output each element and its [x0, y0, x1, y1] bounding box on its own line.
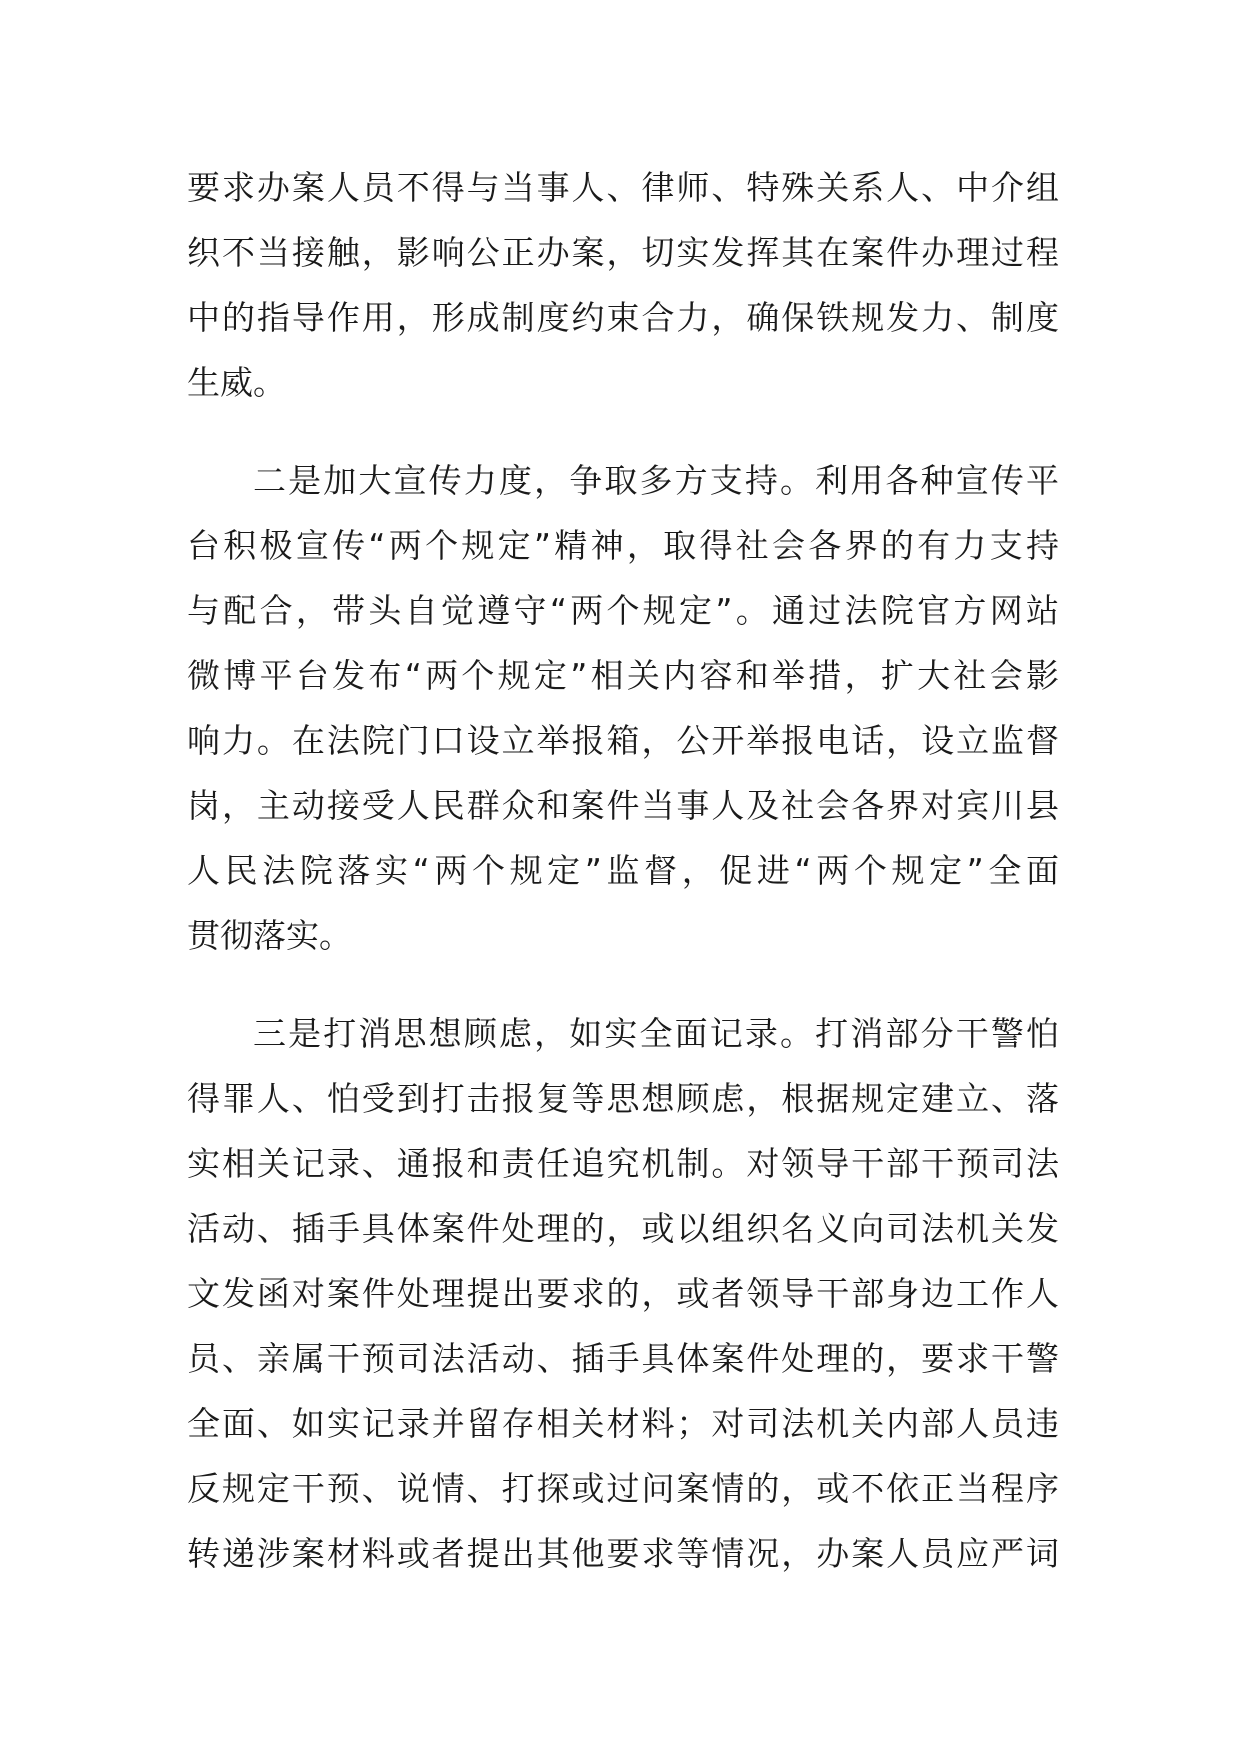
text-line: 贯彻落实。 [187, 916, 352, 955]
document-body [187, 155, 1059, 1586]
text-line: 实相关记录、通报和责任追究机制。对领导干部干预司法 [187, 1144, 1059, 1183]
text-line: 员、亲属干预司法活动、插手具体案件处理的，要求干警 [187, 1339, 1059, 1378]
text-line: 生威。 [187, 363, 286, 402]
text-line: 与配合，带头自觉遵守“两个规定”。通过法院官方网站 [187, 591, 1059, 630]
paragraph-gap [187, 968, 1059, 1001]
text-line: 全面、如实记录并留存相关材料；对司法机关内部人员违 [187, 1404, 1059, 1443]
text-line: 文发函对案件处理提出要求的，或者领导干部身边工作人 [187, 1274, 1059, 1313]
text-line: 三是打消思想顾虑，如实全面记录。打消部分干警怕 [253, 1014, 1059, 1053]
text-line: 人民法院落实“两个规定”监督，促进“两个规定”全面 [187, 851, 1059, 890]
paragraph-continuation [187, 155, 1059, 415]
text-line: 得罪人、怕受到打击报复等思想顾虑，根据规定建立、落 [187, 1079, 1059, 1118]
text-line: 织不当接触，影响公正办案，切实发挥其在案件办理过程 [187, 233, 1059, 272]
paragraph-publicity [187, 448, 1059, 968]
text-line: 转递涉案材料或者提出其他要求等情况，办案人员应严词 [187, 1534, 1059, 1573]
paragraph-recording [187, 1001, 1059, 1586]
paragraph-gap [187, 415, 1059, 448]
text-line: 反规定干预、说情、打探或过问案情的，或不依正当程序 [187, 1469, 1059, 1508]
text-line: 岗，主动接受人民群众和案件当事人及社会各界对宾川县 [187, 786, 1059, 825]
text-line: 要求办案人员不得与当事人、律师、特殊关系人、中介组 [187, 168, 1059, 207]
text-line: 微博平台发布“两个规定”相关内容和举措，扩大社会影 [187, 656, 1059, 695]
text-line: 中的指导作用，形成制度约束合力，确保铁规发力、制度 [187, 298, 1059, 337]
text-line: 活动、插手具体案件处理的，或以组织名义向司法机关发 [187, 1209, 1059, 1248]
text-line: 响力。在法院门口设立举报箱，公开举报电话，设立监督 [187, 721, 1059, 760]
text-line: 台积极宣传“两个规定”精神，取得社会各界的有力支持 [187, 526, 1059, 565]
text-line: 二是加大宣传力度，争取多方支持。利用各种宣传平 [253, 461, 1059, 500]
